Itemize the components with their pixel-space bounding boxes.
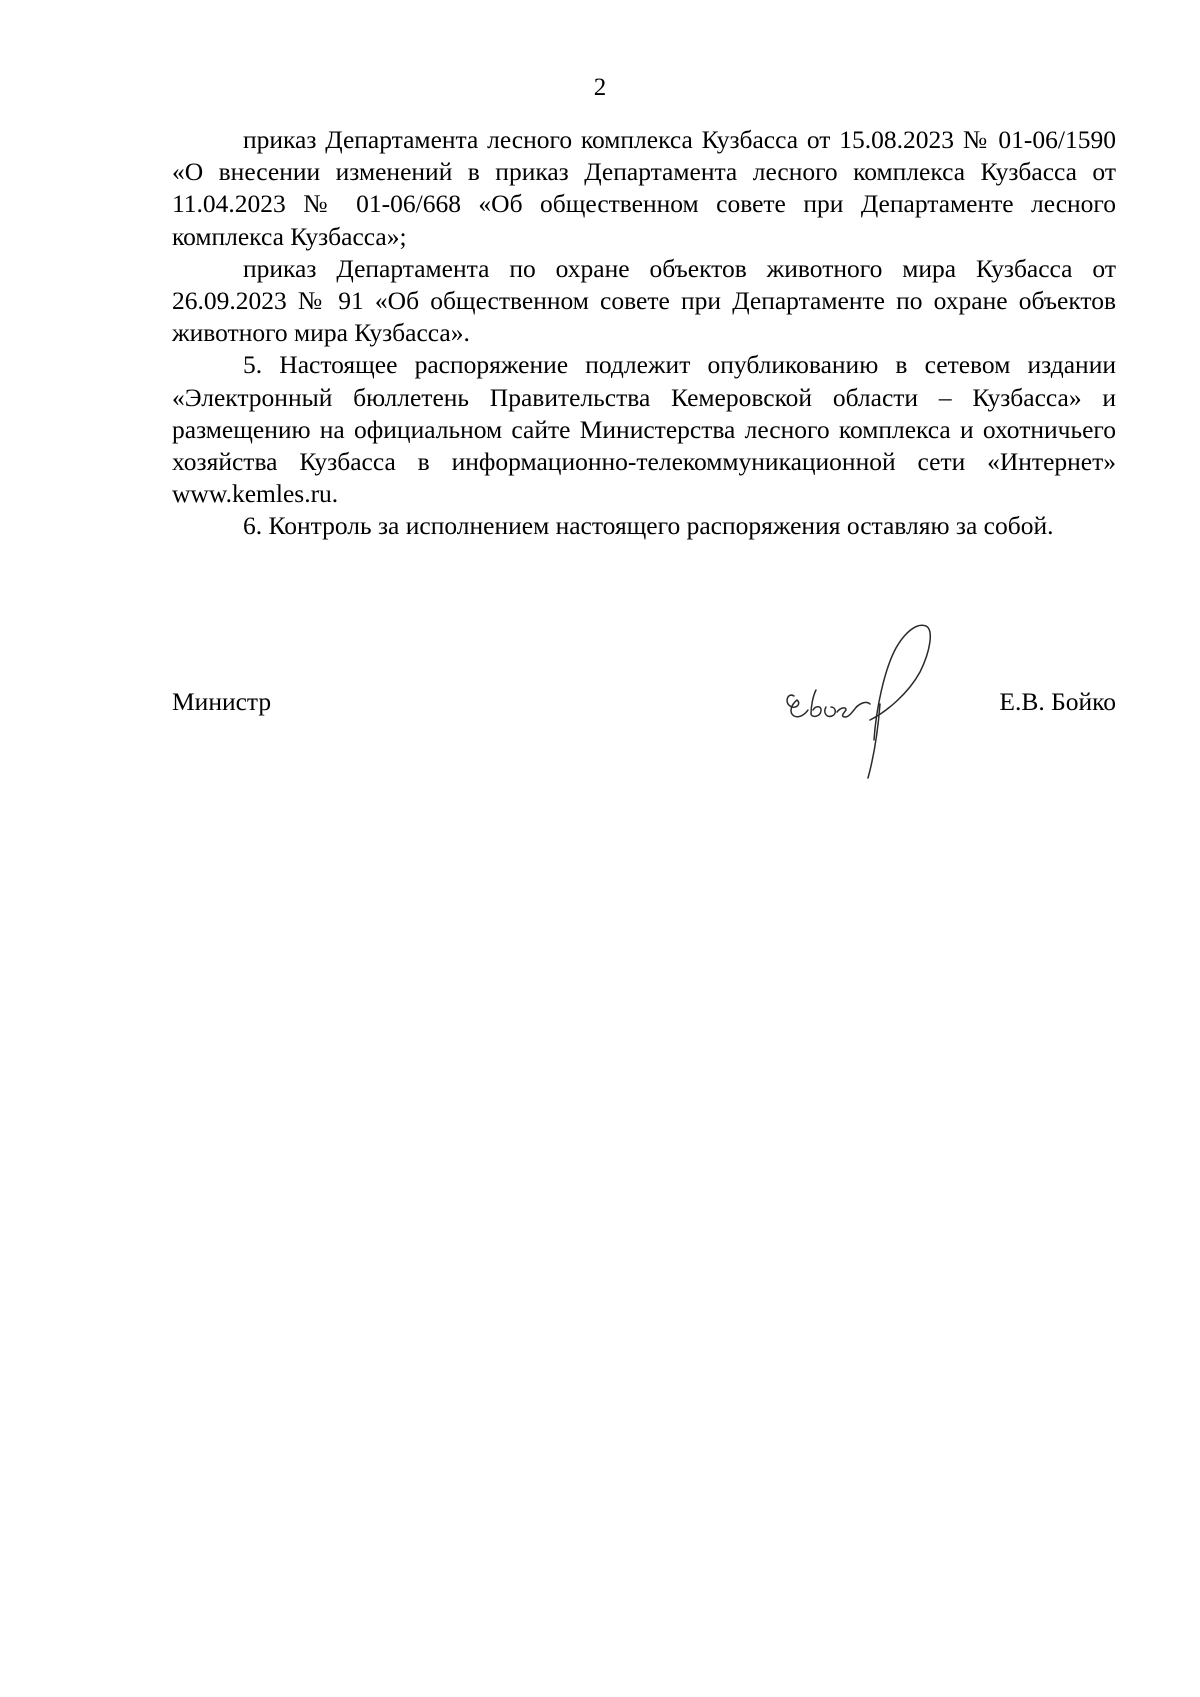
signatory-title: Министр: [172, 687, 272, 716]
handwritten-signature-icon: [780, 600, 950, 780]
page-number: 2: [593, 74, 607, 101]
document-body: [172, 124, 1116, 543]
signatory-name: Е.В. Бойко: [999, 687, 1116, 716]
paragraph-control: 6. Контроль за исполнением настоящего распоряжения оставляю за собой.: [243, 511, 1054, 541]
paragraph-publication: 5. Настоящее распоряжение подлежит опубликованию в сетевом издании «Электронный бюллетень Правительства Кемеровской области – Кузбасса» и размещению на официальном сайте Министерства лесного комплекса и охотничьего хозяйства Кузбасса в информационно-телекоммуникационной сети «Интернет» www.kemles.ru.: [172, 350, 1116, 509]
paragraph-order-forest-department: приказ Департамента лесного комплекса Кузбасса от 15.08.2023 № 01-06/1590 «О внесении изменений в приказ Департамента лесного комплекса Кузбасса от 11.04.2023 № 01-06/668 «Об общественном совете при Департаменте лесного комплекса Кузбасса»;: [172, 125, 1116, 251]
paragraph-order-wildlife-department: приказ Департамента по охране объектов животного мира Кузбасса от 26.09.2023 № 91 «Об общественном совете при Департаменте по охране объектов животного мира Кузбасса».: [172, 253, 1116, 348]
